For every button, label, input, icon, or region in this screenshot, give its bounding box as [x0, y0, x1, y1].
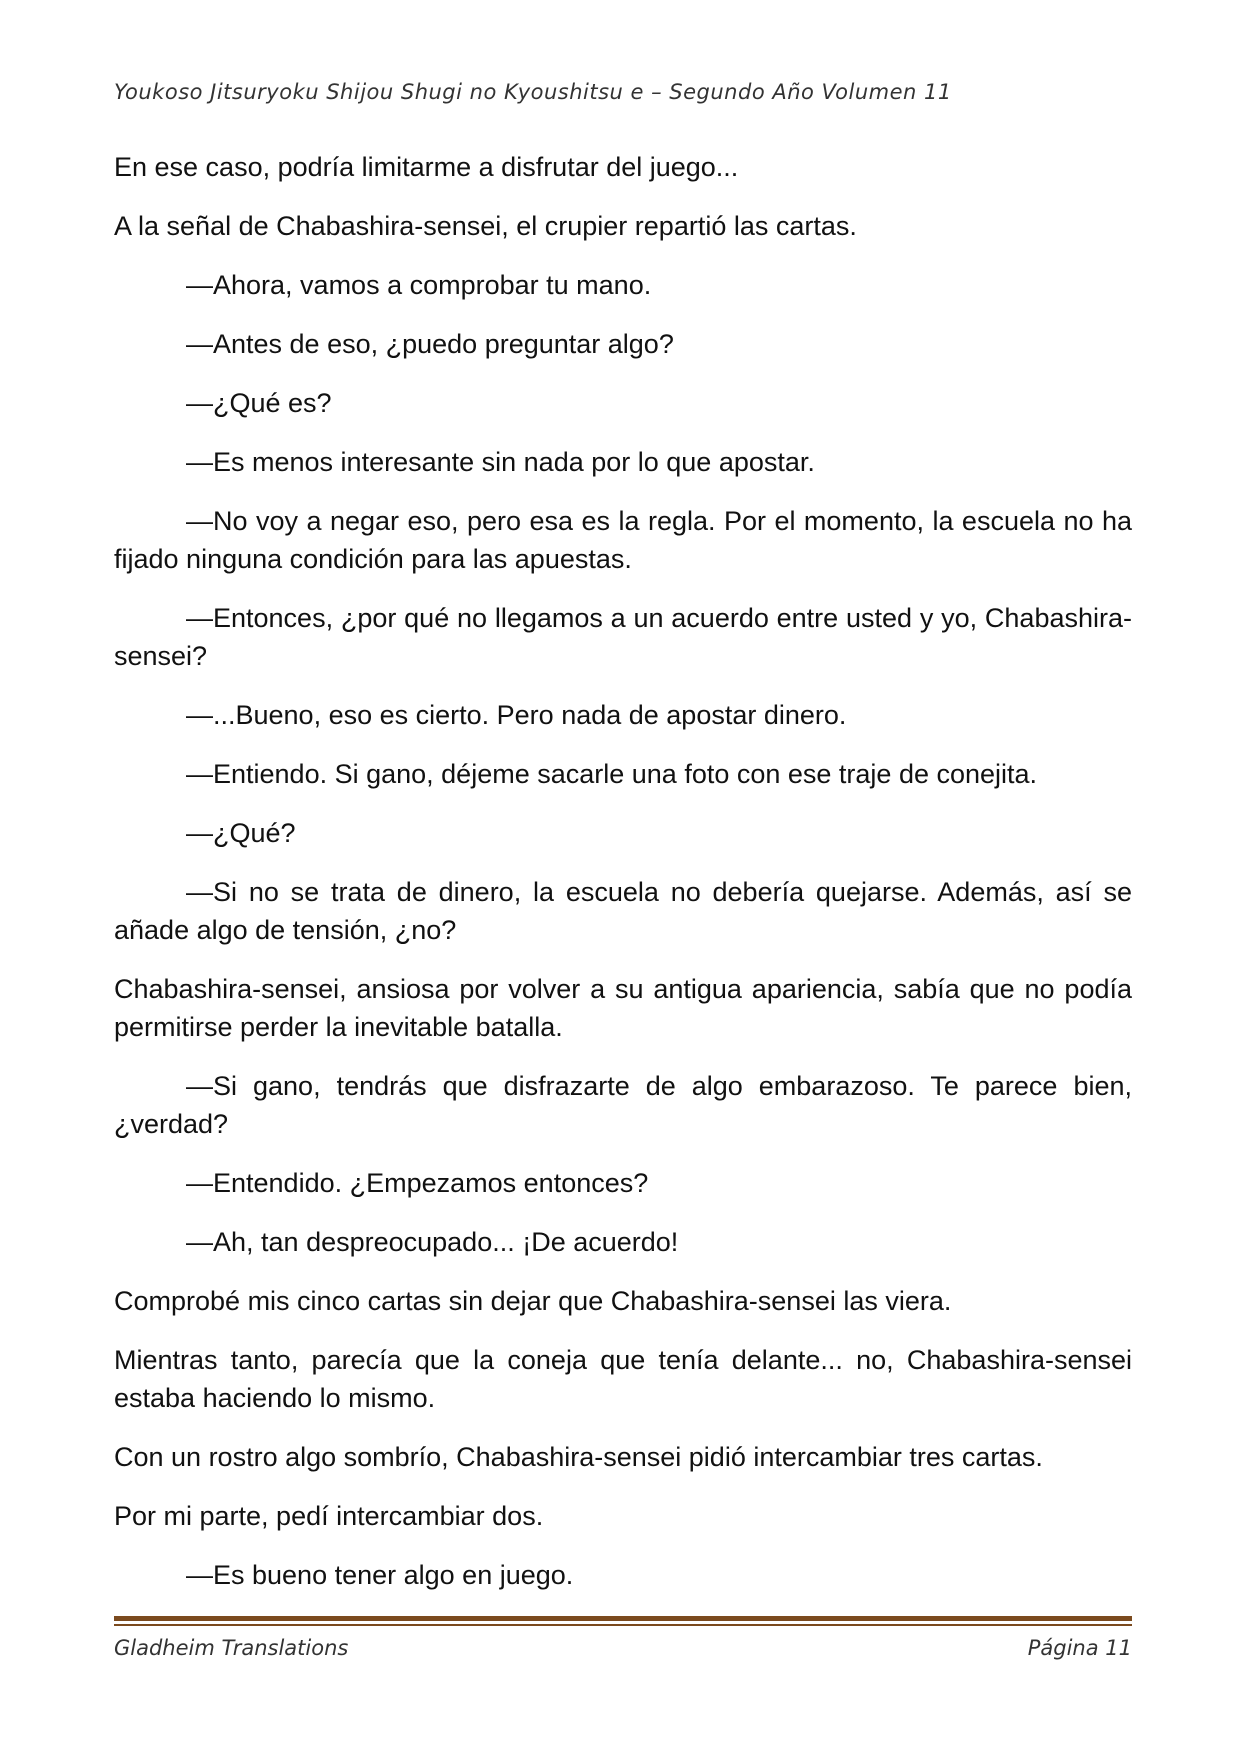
footer-credit: Gladheim Translations: [114, 1636, 349, 1660]
page-body: [114, 148, 1132, 1615]
dialogue-line: —Es menos interesante sin nada por lo que apostar.: [186, 447, 815, 477]
dialogue-line: —Antes de eso, ¿puedo preguntar algo?: [186, 329, 674, 359]
paragraph-1: En ese caso, podría limitarme a disfrutar del juego...: [114, 152, 739, 182]
dialogue-line: —Es bueno tener algo en juego.: [186, 1560, 574, 1590]
dialogue-line: —Si no se trata de dinero, la escuela no debería quejarse. Además, así se añade algo de tensión, ¿no?: [114, 877, 1132, 945]
dialogue-line: —¿Qué?: [186, 818, 296, 848]
narration-paragraph: Comprobé mis cinco cartas sin dejar que Chabashira-sensei las viera.: [114, 1286, 952, 1316]
dialogue-line: —Ahora, vamos a comprobar tu mano.: [186, 270, 652, 300]
footer-rule-thin: [114, 1624, 1132, 1626]
paragraph-2: A la señal de Chabashira-sensei, el crupier repartió las cartas.: [114, 211, 857, 241]
dialogue-line: —Entiendo. Si gano, déjeme sacarle una foto con ese traje de conejita.: [186, 759, 1038, 789]
page-number: Página 11: [1027, 1636, 1132, 1660]
dialogue-line: —...Bueno, eso es cierto. Pero nada de apostar dinero.: [186, 700, 847, 730]
narration-paragraph: Con un rostro algo sombrío, Chabashira-sensei pidió intercambiar tres cartas.: [114, 1442, 1043, 1472]
dialogue-line: —Entonces, ¿por qué no llegamos a un acuerdo entre usted y yo, Chabashira-sensei?: [114, 603, 1132, 671]
dialogue-line: —Ah, tan despreocupado... ¡De acuerdo!: [186, 1227, 679, 1257]
dialogue-line: —¿Qué es?: [186, 388, 332, 418]
narration-paragraph: Chabashira-sensei, ansiosa por volver a su antigua apariencia, sabía que no podía permitirse perder la inevitable batalla.: [114, 974, 1132, 1042]
footer-rule-thick: [114, 1616, 1132, 1621]
narration-paragraph: Por mi parte, pedí intercambiar dos.: [114, 1501, 544, 1531]
running-header: Youkoso Jitsuryoku Shijou Shugi no Kyoushitsu e – Segundo Año Volumen 11: [114, 80, 952, 104]
dialogue-line: —Si gano, tendrás que disfrazarte de algo embarazoso. Te parece bien, ¿verdad?: [114, 1071, 1132, 1139]
narration-paragraph: Mientras tanto, parecía que la coneja que tenía delante... no, Chabashira-sensei estaba haciendo lo mismo.: [114, 1345, 1132, 1413]
dialogue-line: —Entendido. ¿Empezamos entonces?: [186, 1168, 649, 1198]
dialogue-line: —No voy a negar eso, pero esa es la regla. Por el momento, la escuela no ha fijado ninguna condición para las apuestas.: [114, 506, 1132, 574]
